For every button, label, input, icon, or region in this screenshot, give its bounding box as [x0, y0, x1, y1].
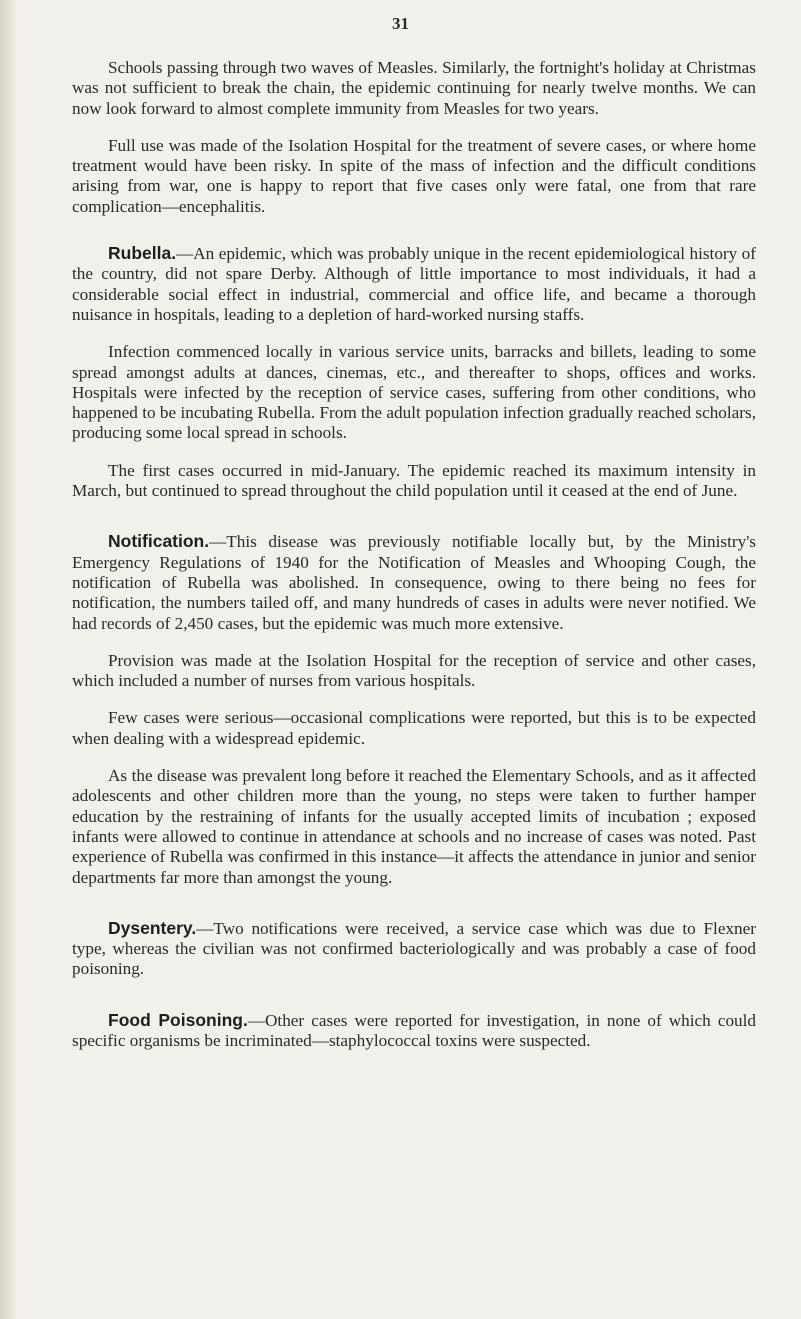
- dysentery-section: [72, 918, 756, 980]
- dysentery-heading: Dysentery.: [108, 917, 197, 938]
- page-number: 31: [392, 14, 409, 33]
- dysentery-lead-text: —Two notifications were received, a service case which was due to Flexner type, whereas the civilian was not confirmed bacteriologically and was probably a case of food poisoning.: [72, 918, 756, 979]
- notification-lead-text: —This disease was previously notifiable locally but, by the Ministry's Emergency Regulations of 1940 for the Notification of Measles and Whooping Cough, the notification of Rubella was abolished. In consequence, owing to there being no fees for notification, the numbers tailed off, and many hundreds of cases in adults were never notified. We had records of 2,450 cases, but the epidemic was much more extensive.: [72, 532, 756, 633]
- food-poisoning-section: [72, 1010, 756, 1052]
- rubella-paragraph-2: The first cases occurred in mid-January. The epidemic reached its maximum intensity in March, but continued to spread throughout the child population until it ceased at the end of June.: [72, 460, 756, 501]
- notification-paragraph-2: Few cases were serious—occasional complications were reported, but this is to be expected when dealing with a widespread epidemic.: [72, 708, 756, 748]
- page-binding-edge: [0, 0, 18, 1319]
- rubella-section-lead: [72, 243, 756, 325]
- food-poisoning-heading: Food Poisoning.: [108, 1009, 248, 1030]
- rubella-lead-text: —An epidemic, which was probably unique in the recent epidemiological history of the country, did not spare Derby. Although of little importance to most individuals, it had a considerable social effect in industrial, commercial and office life, and became a thorough nuisance in hospitals, leading to a depletion of hard-worked nursing staffs.: [72, 244, 756, 324]
- rubella-heading: Rubella.: [108, 243, 177, 264]
- intro-paragraph-1: Schools passing through two waves of Measles. Similarly, the fortnight's holiday at Christmas was not sufficient to break the chain, the epidemic continuing for nearly twelve months. We can now look forward to almost complete immunity from Measles for two years.: [72, 58, 756, 118]
- intro-paragraph-2: Full use was made of the Isolation Hospital for the treatment of severe cases, or where home treatment would have been risky. In spite of the mass of infection and the difficult conditions arising from war, one is happy to report that five cases only were fatal, one from that rare complication—encephalitis.: [72, 135, 756, 216]
- notification-section-lead: [72, 531, 756, 633]
- notification-paragraph-1: Provision was made at the Isolation Hospital for the reception of service and other cases, which included a number of nurses from various hospitals.: [72, 650, 756, 691]
- page-body: [72, 58, 756, 1068]
- rubella-paragraph-1: Infection commenced locally in various service units, barracks and billets, leading to some spread amongst adults at dances, cinemas, etc., and thereafter to shops, offices and works. Hospitals were infected by the reception of service cases, suffering from other conditions, who happened to be incubating Rubella. From the adult population infection gradually reached scholars, producing some local spread in schools.: [72, 342, 756, 443]
- food-poisoning-lead-text: —Other cases were reported for investigation, in none of which could specific organisms be incriminated—staphylococcal toxins were suspected.: [72, 1010, 757, 1050]
- notification-heading: Notification.: [108, 531, 210, 552]
- notification-paragraph-3: As the disease was prevalent long before it reached the Elementary Schools, and as it affected adolescents and other children more than the young, no steps were taken to further hamper education by the restraining of infants for the usually accepted limits of incubation ; exposed infants were allowed to continue in attendance at schools and no increase of cases was noted. Past experience of Rubella was confirmed in this instance—it affects the attendance in junior and senior departments far more than amongst the young.: [72, 766, 756, 887]
